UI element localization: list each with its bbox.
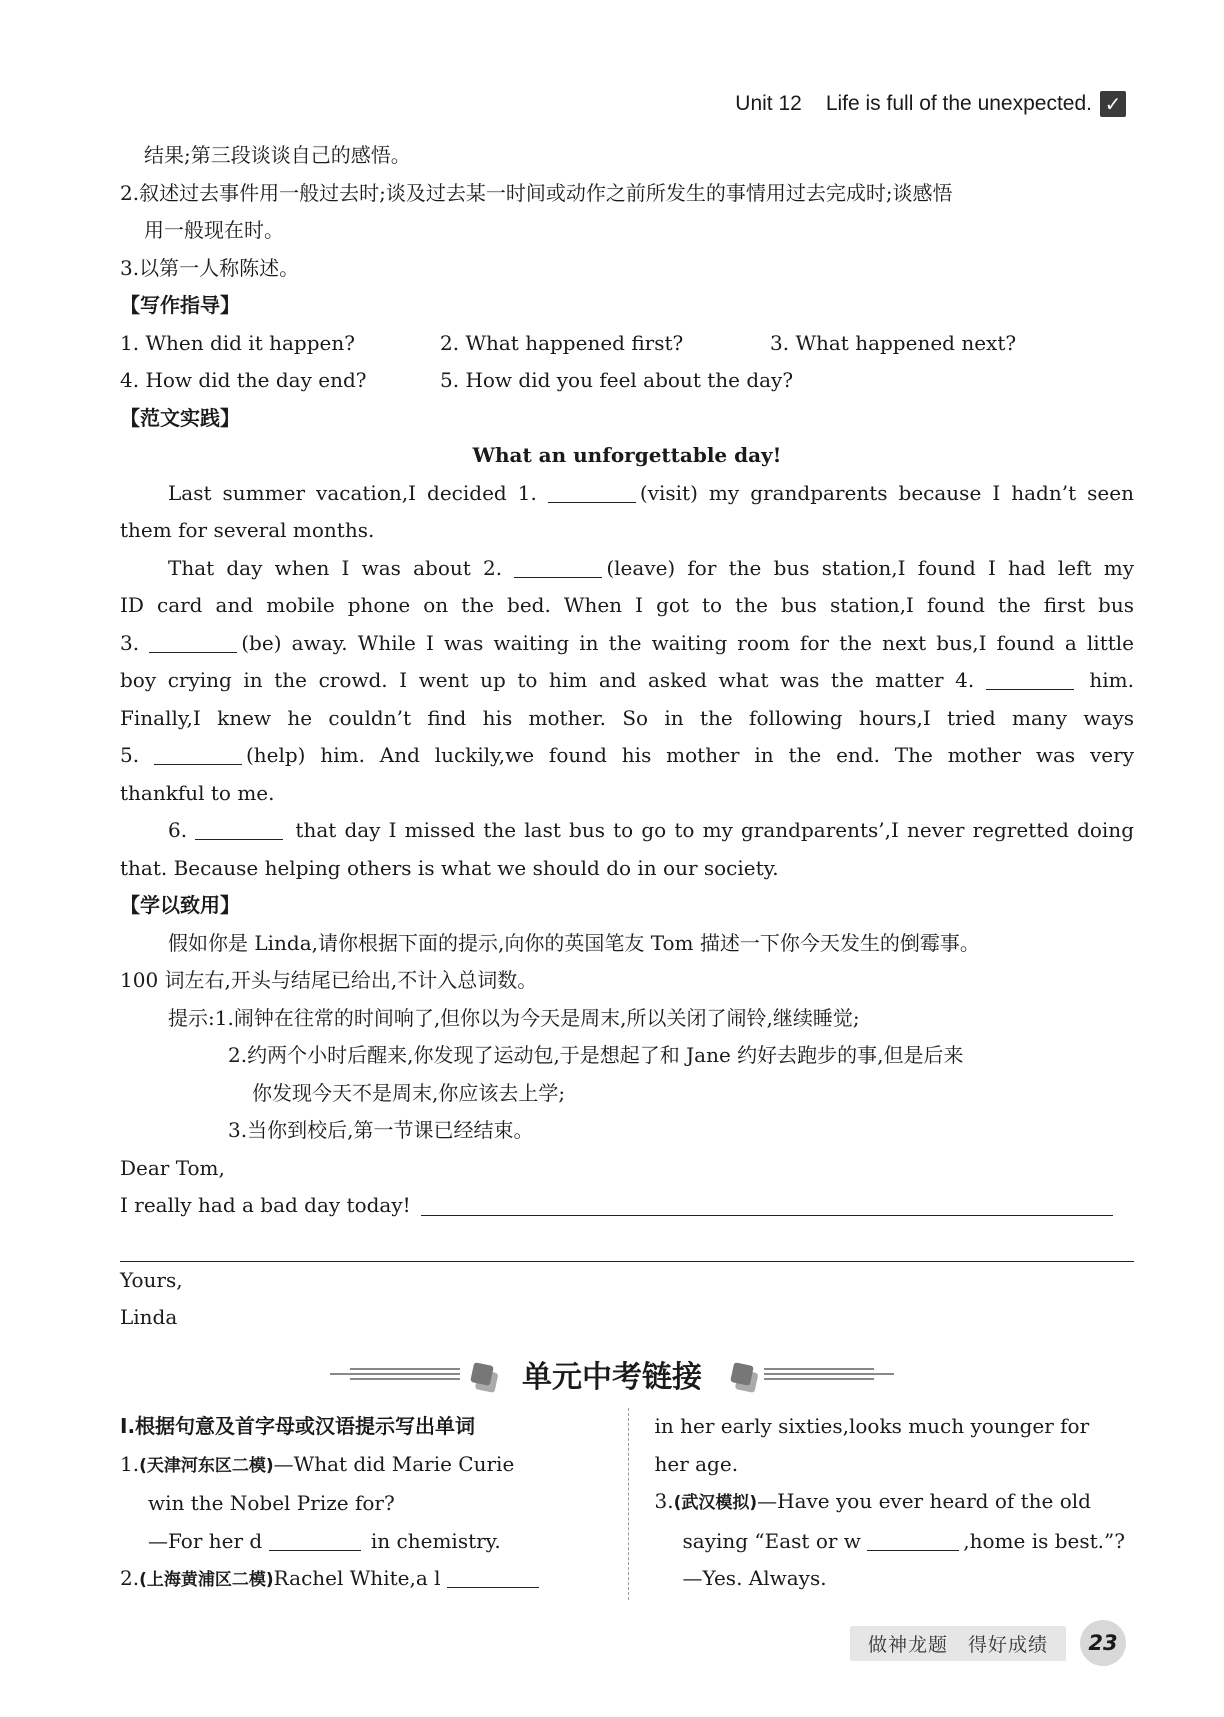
- exam-section: [120, 1408, 1134, 1600]
- checkmark-icon: ✓: [1100, 91, 1126, 117]
- source-tag: (天津河东区二模): [139, 1455, 274, 1476]
- text: (leave) for the bus station,I found I had left my: [606, 555, 1135, 580]
- text: (visit) my grandparents because I hadn’t seen: [639, 480, 1134, 505]
- practice-tip: 2.约两个小时后醒来,你发现了运动包,于是想起了和 Jane 约好去跑步的事,但是后来: [228, 1043, 964, 1067]
- text: boy crying in the crowd. I went up to him and asked what was the matter 4.: [120, 668, 975, 692]
- main-content: [120, 137, 1134, 1337]
- guide-question: 5. How did you feel about the day?: [440, 368, 794, 392]
- letter-closing: Yours,: [120, 1267, 183, 1292]
- exam-question-2: 2.(上海黄浦区二模)Rachel White,a l: [120, 1560, 614, 1600]
- model-line: [120, 812, 1134, 850]
- text: ,home is best.”?: [963, 1528, 1125, 1553]
- source-tag: (武汉模拟): [673, 1493, 758, 1513]
- page-number: 23: [1080, 1620, 1126, 1666]
- text: (be) away. While I was waiting in the waiting room for the next bus,I found a little: [241, 630, 1134, 655]
- guide-question: 1. When did it happen?: [120, 330, 355, 355]
- text: 5.: [120, 743, 140, 767]
- answer-blank[interactable]: [269, 1528, 361, 1551]
- exam-line: win the Nobel Prize for?: [148, 1491, 395, 1515]
- exam-line: [120, 1523, 614, 1561]
- letter-signature: Linda: [120, 1305, 178, 1329]
- cube-icon: [730, 1362, 754, 1386]
- practice-tip: 3.当你到校后,第一节课已经结束。: [228, 1118, 534, 1142]
- answer-blank[interactable]: [447, 1565, 539, 1588]
- letter-opening-row: [120, 1187, 1134, 1225]
- section-banner: [0, 1350, 1224, 1398]
- section-heading-practice: 【学以致用】: [120, 893, 240, 917]
- model-line: [120, 625, 1134, 663]
- blank-6[interactable]: [195, 817, 283, 840]
- exam-line: her age.: [654, 1451, 739, 1476]
- text: —What did Marie Curie: [273, 1451, 515, 1476]
- text: Rachel White,a l: [273, 1566, 441, 1590]
- model-line: them for several months.: [120, 518, 375, 542]
- banner-title: 单元中考链接: [522, 1360, 702, 1395]
- exam-line: —Yes. Always.: [682, 1566, 827, 1590]
- page-header: [735, 88, 1126, 120]
- practice-tip: 提示:1.闹钟在往常的时间响了,但你以为今天是周末,所以关闭了闹铃,继续睡觉;: [168, 1005, 860, 1030]
- blank-4[interactable]: [986, 667, 1074, 690]
- model-line: that. Because helping others is what we should do in our society.: [120, 855, 779, 880]
- letter-greeting: Dear Tom,: [120, 1155, 225, 1180]
- letter-opening: I really had a bad day today!: [120, 1193, 411, 1217]
- model-line: Finally,I knew he couldn’t find his mother. So in the following hours,I tried many ways: [120, 705, 1134, 730]
- text: saying “East or w: [682, 1528, 861, 1553]
- model-line: [120, 475, 1134, 513]
- blank-5[interactable]: [154, 742, 242, 765]
- blank-1[interactable]: [548, 480, 636, 503]
- exam-line: in her early sixties,looks much younger for: [654, 1414, 1090, 1438]
- section-heading-model: 【范文实践】: [120, 405, 240, 430]
- guide-row: [120, 362, 1134, 400]
- source-tag: (上海黄浦区二模): [139, 1570, 274, 1590]
- text: Last summer vacation,I decided 1.: [168, 480, 537, 505]
- model-line: [120, 662, 1134, 700]
- banner-decoration: [764, 1368, 894, 1380]
- practice-intro: 假如你是 Linda,请你根据下面的提示,向你的英国笔友 Tom 描述一下你今天发生的倒霉事。: [168, 930, 980, 955]
- banner-decoration: [330, 1368, 460, 1380]
- text: that day I missed the last bus to go to my grandparents’,I never regretted doing: [295, 818, 1134, 842]
- practice-tip: 你发现今天不是周末,你应该去上学;: [252, 1080, 566, 1105]
- text: 3.: [120, 630, 140, 655]
- requirement-line: 用一般现在时。: [144, 218, 284, 242]
- blank-3[interactable]: [149, 630, 237, 653]
- text: —Have you ever heard of the old: [757, 1489, 1091, 1513]
- unit-label: Unit 12: [735, 92, 802, 115]
- model-line: ID card and mobile phone on the bed. When I got to the bus station,I found the first bus: [120, 593, 1134, 617]
- text: him.: [1089, 668, 1135, 692]
- page-footer: [850, 1620, 1126, 1666]
- exam-left-column: [120, 1408, 629, 1600]
- exam-heading: Ⅰ.根据句意及首字母或汉语提示写出单词: [120, 1414, 476, 1438]
- text: —For her d: [148, 1528, 263, 1553]
- text: (help) him. And luckily,we found his mother in the end. The mother was very: [245, 743, 1135, 767]
- guide-question: 3. What happened next?: [770, 330, 1017, 355]
- exam-question-1: 1.(天津河东区二模)—What did Marie Curie: [120, 1451, 515, 1476]
- text: That day when I was about 2.: [168, 555, 503, 580]
- text: in chemistry.: [370, 1528, 501, 1553]
- guide-row: [120, 325, 1134, 363]
- section-heading-guide: 【写作指导】: [120, 293, 240, 317]
- exam-right-column: [629, 1408, 1135, 1600]
- requirement-line: 3.以第一人称陈述。: [120, 255, 300, 280]
- footer-slogan: 做神龙题 得好成绩: [850, 1626, 1066, 1661]
- guide-question: 2. What happened first?: [440, 330, 684, 355]
- model-title: What an unforgettable day!: [472, 443, 782, 467]
- exam-line: [655, 1523, 1135, 1561]
- practice-intro: 100 词左右,开头与结尾已给出,不计入总词数。: [120, 968, 538, 992]
- requirement-line: 2.叙述过去事件用一般过去时;谈及过去某一时间或动作之前所发生的事情用过去完成时;谈感悟: [120, 180, 953, 205]
- writing-line[interactable]: [120, 1225, 1134, 1262]
- cube-icon: [470, 1362, 494, 1386]
- text: 6.: [168, 818, 188, 842]
- exam-question-3: 3.(武汉模拟)—Have you ever heard of the old: [654, 1489, 1091, 1513]
- model-line: [120, 550, 1134, 588]
- model-line: [120, 737, 1134, 775]
- unit-title: Life is full of the unexpected.: [825, 92, 1092, 115]
- answer-blank[interactable]: [867, 1528, 959, 1551]
- blank-2[interactable]: [514, 555, 602, 578]
- model-line: thankful to me.: [120, 780, 275, 805]
- requirement-line: 结果;第三段谈谈自己的感悟。: [144, 143, 411, 167]
- guide-question: 4. How did the day end?: [120, 368, 367, 392]
- writing-line[interactable]: [421, 1191, 1113, 1216]
